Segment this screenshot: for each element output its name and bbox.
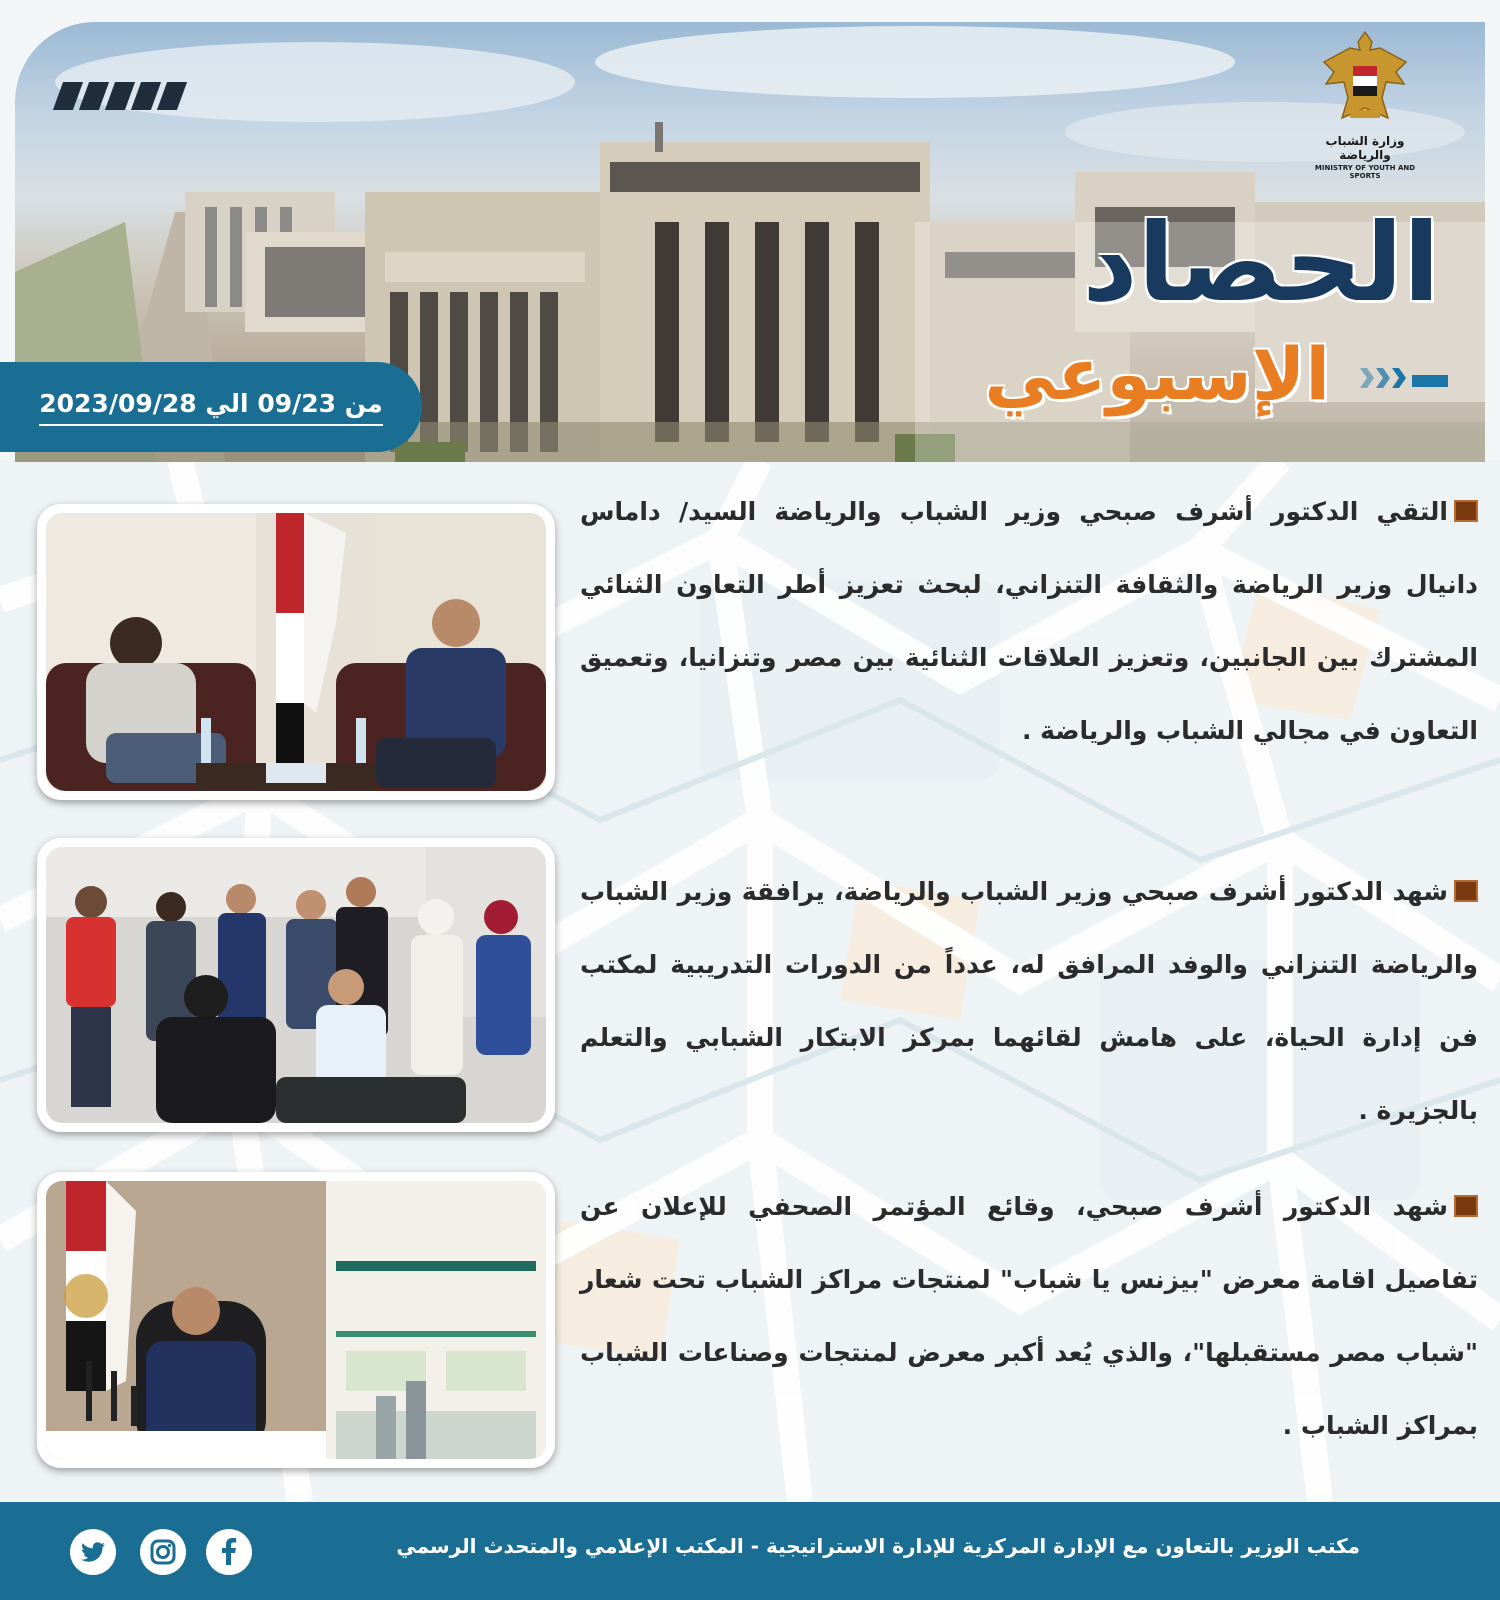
meeting-photo-illustration (46, 513, 546, 791)
training-photo-illustration (46, 847, 546, 1123)
title-main: الحصاد (1082, 201, 1440, 326)
facebook-icon[interactable] (206, 1529, 252, 1575)
footer-bar (0, 1502, 1500, 1600)
logo-arabic-text: وزارة الشباب والرياضة (1325, 134, 1405, 162)
title-sub: الإسبوعي (984, 332, 1330, 416)
news-item-1-text: التقي الدكتور أشرف صبحي وزير الشباب والرياضة السيد/ داماس دانيال وزير الرياضة والثقافة التنزاني، لبحث تعزيز أطر التعاون الثنائي المشترك بين الجانبين، وتعزيز العلاقات الثنائية بين مصر وتنزانيا، وتعميق التعاون في مجالي الشباب والرياضة . (580, 497, 1478, 745)
press-photo-illustration (46, 1181, 546, 1459)
news-item-3 (580, 1170, 1478, 1462)
footer-credit-text: مكتب الوزير بالتعاون مع الإدارة المركزية للإدارة الاستراتيجية - المكتب الإعلامي والمتحدث الرسمي (396, 1534, 1360, 1558)
chevron-bar (1412, 375, 1448, 387)
header-banner (0, 0, 1500, 462)
photo-training-visit (37, 838, 555, 1132)
news-item-1 (580, 475, 1478, 767)
bullet-square-icon (1454, 880, 1478, 902)
twitter-icon[interactable] (70, 1529, 116, 1575)
date-range-text: من 09/23 الي 2023/09/28 (39, 389, 383, 426)
logo-english-text: MINISTRY OF YOUTH AND SPORTS (1314, 164, 1416, 180)
bullet-square-icon (1454, 1195, 1478, 1217)
chevrons-icon (1360, 368, 1406, 388)
news-item-2-text: شهد الدكتور أشرف صبحي وزير الشباب والرياضة، يرافقة وزير الشباب والرياضة التنزاني والوفد المرافق له، عدداً من الدورات التدريبية لمكتب فن إدارة الحياة، على هامش لقائهما بمركز الابتكار الشبابي والتعلم بالجزيرة . (580, 877, 1478, 1125)
ministry-logo (1305, 28, 1425, 180)
photo-press-conference (37, 1172, 555, 1468)
photo-meeting (37, 504, 555, 800)
decorative-stripes (58, 82, 182, 110)
instagram-icon[interactable] (140, 1529, 186, 1575)
bullet-square-icon (1454, 500, 1478, 522)
news-item-3-text: شهد الدكتور أشرف صبحي، وقائع المؤتمر الصحفي للإعلان عن تفاصيل اقامة معرض "بيزنس يا شباب" لمنتجات مراكز الشباب تحت شعار "شباب مصر مستقبلها"، والذي يُعد أكبر معرض لمنتجات وصناعات الشباب بمراكز الشباب . (580, 1192, 1478, 1440)
news-item-2 (580, 855, 1478, 1147)
eagle-emblem-icon (1320, 28, 1410, 128)
date-range-badge (0, 362, 422, 452)
